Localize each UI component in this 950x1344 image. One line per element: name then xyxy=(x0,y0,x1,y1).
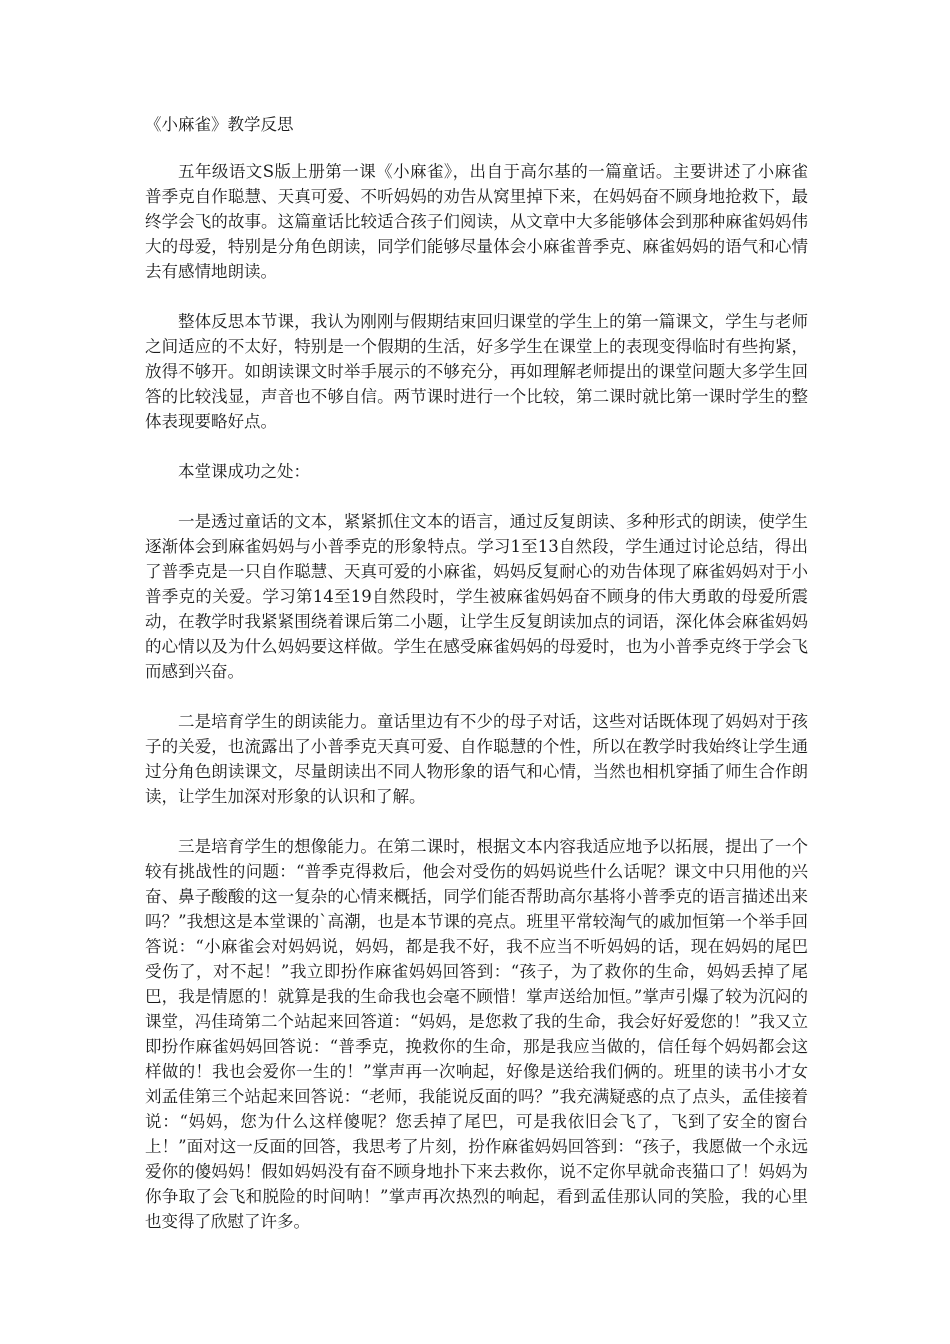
paragraph-point-one: 一是透过童话的文本，紧紧抓住文本的语言，通过反复朗读、多种形式的朗读，使学生逐渐体会到麻雀妈妈与小普季克的形象特点。学习1至13自然段，学生通过讨论总结，得出了普季克是一只自作聪慧、天真可爱的小麻雀，妈妈反复耐心的劝告体现了麻雀妈妈对于小普季克的关爱。学习第14至19自然段时，学生被麻雀妈妈奋不顾身的伟大勇敢的母爱所震动，在教学时我紧紧围绕着课后第二小题，让学生反复朗读加点的词语，深化体会麻雀妈妈的心情以及为什么妈妈要这样做。学生在感受麻雀妈妈的母爱时，也为小普季克终于学会飞而感到兴奋。 xyxy=(145,512,808,681)
paragraph-overall-reflection: 整体反思本节课，我认为刚刚与假期结束回归课堂的学生上的第一篇课文，学生与老师之间适应的不太好，特别是一个假期的生活，好多学生在课堂上的表现变得临时有些拘紧，放得不够开。如朗读课文时举手展示的不够充分，再如理解老师提出的课堂问题大多学生回答的比较浅显，声音也不够自信。两节课时进行一个比较，第二课时就比第一课时学生的整体表现要略好点。 xyxy=(145,312,808,431)
paragraph-success-heading: 本堂课成功之处： xyxy=(178,462,310,481)
paragraph-intro: 五年级语文S版上册第一课《小麻雀》，出自于高尔基的一篇童话。主要讲述了小麻雀普季克自作聪慧、天真可爱、不听妈妈的劝告从窝里掉下来，在妈妈奋不顾身地抢救下，最终学会飞的故事。这篇童话比较适合孩子们阅读，从文章中大多能够体会到那种麻雀妈妈伟大的母爱，特别是分角色朗读，同学们能够尽量体会小麻雀普季克、麻雀妈妈的语气和心情去有感情地朗读。 xyxy=(145,162,808,281)
paragraph-point-three: 三是培育学生的想像能力。在第二课时，根据文本内容我适应地予以拓展，提出了一个较有挑战性的问题：“普季克得救后，他会对受伤的妈妈说些什么话呢？课文中只用他的兴奋、鼻子酸酸的这一复杂的心情来概括，同学们能否帮助高尔基将小普季克的语言描述出来吗？”我想这是本堂课的`高潮，也是本节课的亮点。班里平常较淘气的戚加恒第一个举手回答说：“小麻雀会对妈妈说，妈妈，都是我不好，我不应当不听妈妈的话，现在妈妈的尾巴受伤了，对不起！”我立即扮作麻雀妈妈回答到：“孩子，为了救你的生命，妈妈丢掉了尾巴，我是情愿的！就算是我的生命我也会毫不顾惜！掌声送给加恒。”掌声引爆了较为沉闷的课堂，冯佳琦第二个站起来回答道：“妈妈，是您救了我的生命，我会好好爱您的！”我又立即扮作麻雀妈妈回答说：“普季克，挽救你的生命，那是我应当做的，信任每个妈妈都会这样做的！我也会爱你一生的！”掌声再一次响起，好像是送给我们俩的。班里的读书小才女刘孟佳第三个站起来回答说：“老师，我能说反面的吗？”我充满疑惑的点了点头，孟佳接着说：“妈妈，您为什么这样傻呢？您丢掉了尾巴，可是我依旧会飞了，飞到了安全的窗台上！”面对这一反面的回答，我思考了片刻，扮作麻雀妈妈回答到：“孩子，我愿做一个永远爱你的傻妈妈！假如妈妈没有奋不顾身地扑下来去救你，说不定你早就命丧猫口了！妈妈为你争取了会飞和脱险的时间呐！”掌声再次热烈的响起，看到孟佳那认同的笑脸，我的心里也变得了欣慰了许多。 xyxy=(145,837,808,1231)
document-page xyxy=(145,112,808,1259)
paragraph-point-two: 二是培育学生的朗读能力。童话里边有不少的母子对话，这些对话既体现了妈妈对于孩子的关爱，也流露出了小普季克天真可爱、自作聪慧的个性，所以在教学时我始终让学生通过分角色朗读课文，尽量朗读出不同人物形象的语气和心情，当然也相机穿插了师生合作朗读，让学生加深对形象的认识和了解。 xyxy=(145,712,808,806)
document-title: 《小麻雀》教学反思 xyxy=(145,115,294,134)
